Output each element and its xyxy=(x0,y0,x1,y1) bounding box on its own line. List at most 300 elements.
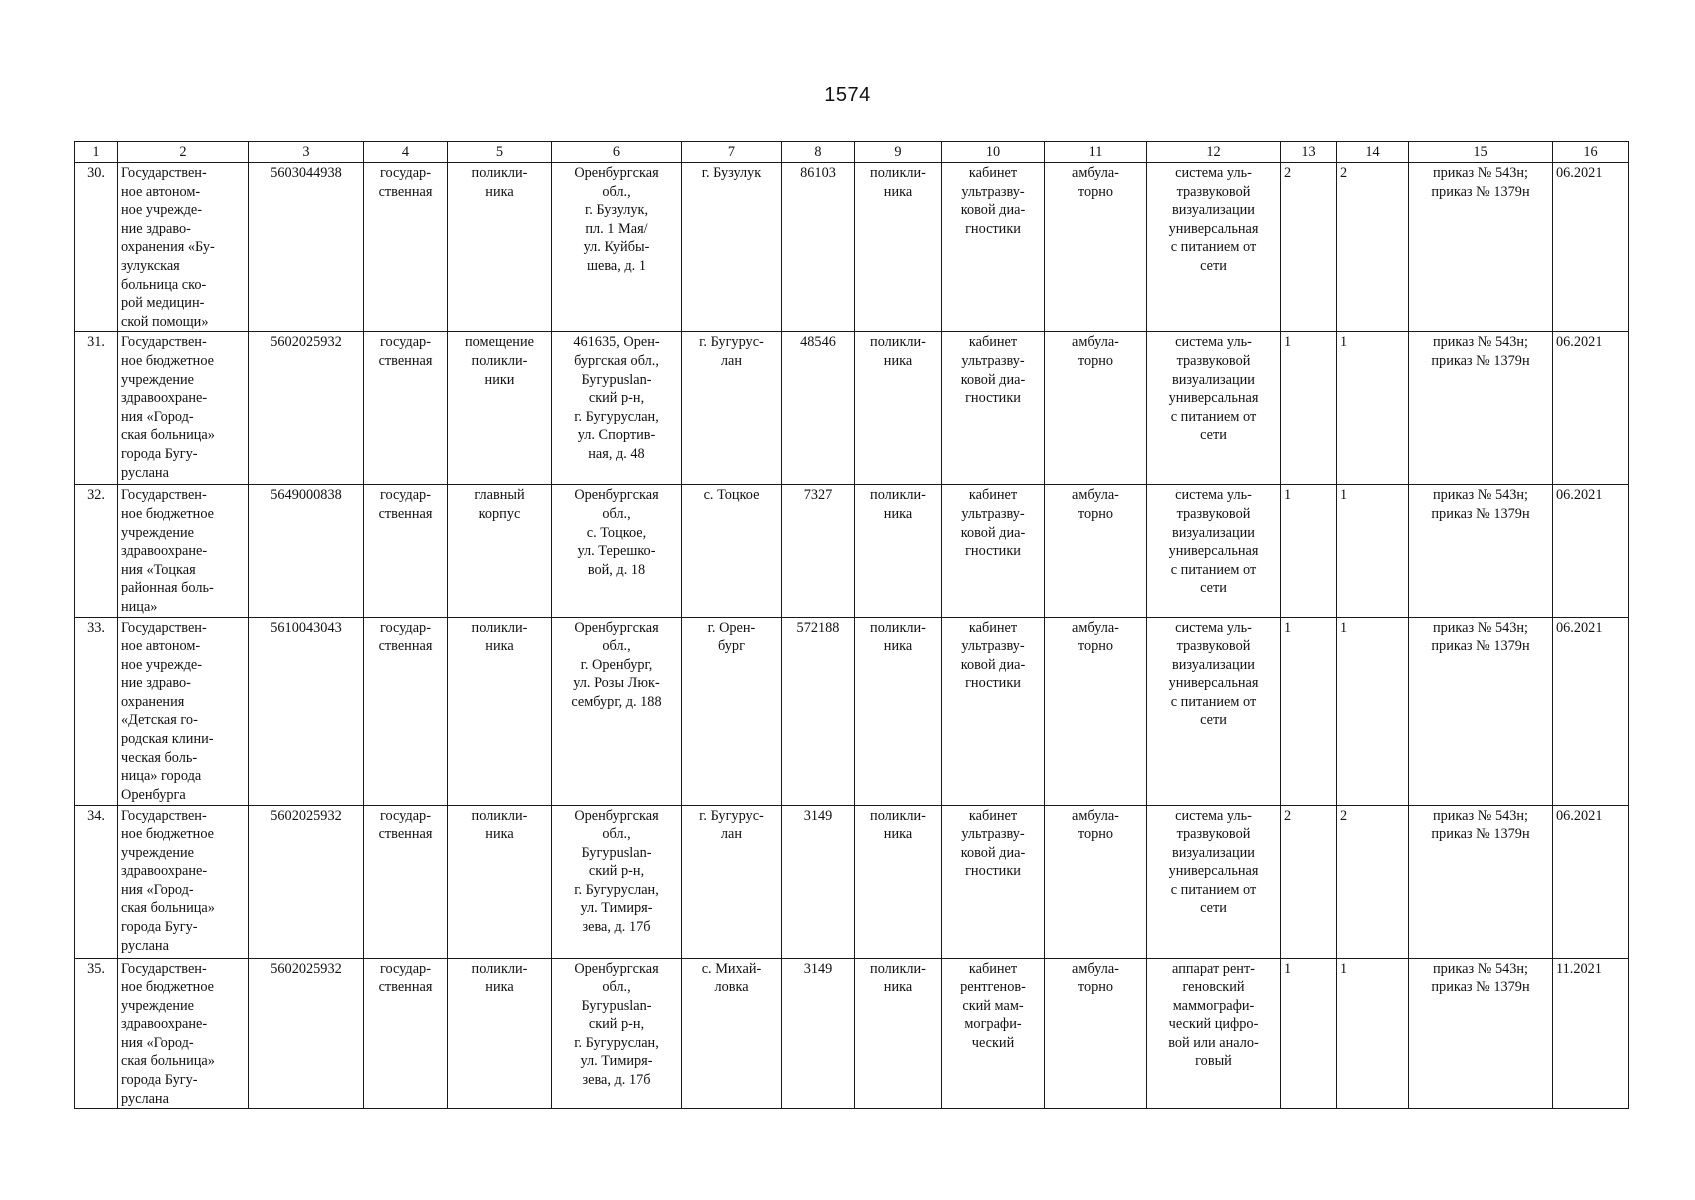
unit-cell xyxy=(448,805,552,958)
cell-line: ул. Терешко- xyxy=(577,543,656,560)
cell-line: кабинет xyxy=(968,960,1018,977)
unit-cell xyxy=(448,485,552,617)
standard-cell xyxy=(1409,617,1553,805)
cell-line: с. Тоцкое, xyxy=(586,524,647,541)
date-cell: 06.2021 xyxy=(1553,332,1629,485)
locality-cell xyxy=(682,617,782,805)
cell-line: корпус xyxy=(478,505,521,522)
ownership-cell xyxy=(364,485,448,617)
cell-line: государ- xyxy=(380,165,431,181)
locality-cell xyxy=(682,805,782,958)
cell-line: ковой диа- xyxy=(960,202,1026,219)
cell-line: ческая боль- xyxy=(121,749,198,766)
cell-line: ника xyxy=(485,638,514,655)
col-header-7: 7 xyxy=(682,142,782,163)
care-form-cell xyxy=(1045,617,1147,805)
cell-line: с питанием от xyxy=(1170,693,1257,710)
address-cell xyxy=(552,617,682,805)
cell-line: г. Бузулук, xyxy=(584,202,649,219)
equipment-cell xyxy=(1147,332,1281,485)
cell-line: ника xyxy=(485,183,514,200)
cell-line: система уль- xyxy=(1175,334,1252,351)
standard-cell xyxy=(1409,958,1553,1109)
table-row xyxy=(75,485,1629,617)
cell-line: бургская обл., xyxy=(574,352,659,369)
cell-line: система уль- xyxy=(1175,619,1252,636)
col-header-8: 8 xyxy=(782,142,855,163)
cell-line: ственная xyxy=(378,505,433,522)
cell-line: рой медицин- xyxy=(121,295,205,312)
col-header-15: 15 xyxy=(1409,142,1553,163)
cell-line: сети xyxy=(1200,580,1227,597)
cell-line: больница ско- xyxy=(121,276,207,293)
cell-line: сети xyxy=(1200,257,1227,274)
equipment-cell xyxy=(1147,485,1281,617)
cell-line: ника xyxy=(883,352,913,369)
cell-line: г. Бугуруслан, xyxy=(574,1034,659,1051)
cell-line: визуализации xyxy=(1172,202,1255,219)
cell-line: ственная xyxy=(378,352,433,369)
cell-line: Государствен- xyxy=(121,960,207,977)
organization-name-cell xyxy=(118,163,249,332)
quantity-cell: 1 xyxy=(1281,617,1337,805)
inn-cell: 5610043043 xyxy=(249,617,364,805)
cell-line: геновский xyxy=(1182,979,1245,996)
cell-line: города Бугу- xyxy=(121,445,198,462)
cell-line: тразвуковой xyxy=(1176,638,1251,655)
unit-cell xyxy=(448,332,552,485)
cell-line: гностики xyxy=(965,220,1021,237)
col-header-12: 12 xyxy=(1147,142,1281,163)
cell-line: обл., xyxy=(602,183,631,200)
room-cell xyxy=(942,805,1045,958)
quantity-planned-cell: 1 xyxy=(1337,617,1409,805)
cell-line: приказ № 1379н xyxy=(1431,352,1530,369)
cell-line: универсальная xyxy=(1168,543,1259,560)
cell-line: обл., xyxy=(602,826,631,843)
cell-line: кабинет xyxy=(968,487,1018,504)
quantity-cell: 2 xyxy=(1281,163,1337,332)
cell-line: Государствен- xyxy=(121,334,207,351)
cell-line: государ- xyxy=(380,487,431,504)
col-header-3: 3 xyxy=(249,142,364,163)
cell-line: г. Бузулук xyxy=(701,165,762,181)
unit-cell xyxy=(448,958,552,1109)
locality-cell xyxy=(682,958,782,1109)
ownership-cell xyxy=(364,805,448,958)
col-header-6: 6 xyxy=(552,142,682,163)
cell-line: ника xyxy=(883,505,913,522)
cell-line: ковой диа- xyxy=(960,371,1026,388)
cell-line: поликли- xyxy=(870,807,926,824)
address-cell xyxy=(552,163,682,332)
cell-line: ческий цифро- xyxy=(1168,1016,1259,1033)
cell-line: г. Оренбург, xyxy=(580,656,653,673)
room-cell xyxy=(942,485,1045,617)
room-cell xyxy=(942,332,1045,485)
cell-line: охранения xyxy=(121,693,185,710)
cell-line: учреждение xyxy=(121,844,194,861)
inn-cell: 5602025932 xyxy=(249,332,364,485)
cell-line: сембург, д. 188 xyxy=(571,693,662,710)
equipment-cell xyxy=(1147,958,1281,1109)
care-form-cell xyxy=(1045,485,1147,617)
cell-line: универсальная xyxy=(1168,390,1259,407)
cell-line: амбула- xyxy=(1072,960,1119,977)
cell-line: зева, д. 17б xyxy=(582,919,651,936)
cell-line: Государствен- xyxy=(121,487,207,504)
cell-line: ника xyxy=(485,979,514,996)
cell-line: универсальная xyxy=(1168,863,1259,880)
cell-line: амбула- xyxy=(1072,487,1119,504)
address-cell xyxy=(552,485,682,617)
cell-line: Оренбургская xyxy=(574,807,659,824)
col-header-10: 10 xyxy=(942,142,1045,163)
cell-line: ника xyxy=(883,826,913,843)
cell-line: система уль- xyxy=(1175,487,1252,504)
standard-cell xyxy=(1409,805,1553,958)
cell-line: г. Бугурус- xyxy=(699,334,764,351)
cell-line: государ- xyxy=(380,334,431,351)
date-cell: 06.2021 xyxy=(1553,617,1629,805)
cell-line: гностики xyxy=(965,863,1021,880)
table-body xyxy=(75,163,1629,1109)
date-cell: 06.2021 xyxy=(1553,805,1629,958)
cell-line: тразвуковой xyxy=(1176,505,1251,522)
subdivision-cell xyxy=(855,163,942,332)
cell-line: г. Бугуруслан, xyxy=(574,881,659,898)
cell-line: ул. Тимиря- xyxy=(580,900,653,917)
quantity-planned-cell: 1 xyxy=(1337,332,1409,485)
cell-line: система уль- xyxy=(1175,165,1252,181)
quantity-planned-cell: 1 xyxy=(1337,958,1409,1109)
header-row xyxy=(75,142,1629,163)
cell-line: универсальная xyxy=(1168,675,1259,692)
address-cell xyxy=(552,805,682,958)
cell-line: приказ № 543н; xyxy=(1432,334,1529,351)
cell-line: ловка xyxy=(714,979,749,996)
col-header-5: 5 xyxy=(448,142,552,163)
cell-line: ная, д. 48 xyxy=(588,445,645,462)
cell-line: Бугурuslan- xyxy=(581,997,652,1014)
cell-line: ул. Тимиря- xyxy=(580,1053,653,1070)
cell-line: обл., xyxy=(602,505,631,522)
cell-line: зулукская xyxy=(121,257,180,274)
cell-line: пл. 1 Мая/ xyxy=(585,220,648,237)
cell-line: ультразву- xyxy=(961,638,1025,655)
cell-line: ский р-н, xyxy=(588,863,645,880)
cell-line: ультразву- xyxy=(961,826,1025,843)
cell-line: система уль- xyxy=(1175,807,1252,824)
cell-line: ница» города xyxy=(121,768,202,785)
inn-cell: 5602025932 xyxy=(249,805,364,958)
quantity-planned-cell: 1 xyxy=(1337,485,1409,617)
cell-line: Оренбургская xyxy=(574,487,659,504)
cell-line: тразвуковой xyxy=(1176,352,1251,369)
cell-line: «Детская го- xyxy=(121,712,198,729)
cell-line: ская больница» xyxy=(121,900,215,917)
cell-line: ное автоном- xyxy=(121,638,201,655)
cell-line: приказ № 543н; xyxy=(1432,960,1529,977)
cell-line: говый xyxy=(1195,1053,1232,1070)
cell-line: ние здраво- xyxy=(121,675,191,692)
quantity-cell: 1 xyxy=(1281,485,1337,617)
locality-cell xyxy=(682,332,782,485)
cell-line: учреждение xyxy=(121,371,194,388)
cell-line: Государствен- xyxy=(121,165,207,181)
cell-line: торно xyxy=(1077,505,1114,522)
table-row xyxy=(75,332,1629,485)
population-cell: 3149 xyxy=(782,958,855,1109)
cell-line: приказ № 543н; xyxy=(1432,619,1529,636)
cell-line: ние здраво- xyxy=(121,220,191,237)
cell-line: торно xyxy=(1077,183,1114,200)
col-header-11: 11 xyxy=(1045,142,1147,163)
cell-line: районная боль- xyxy=(121,580,214,597)
cell-line: приказ № 1379н xyxy=(1431,638,1530,655)
cell-line: приказ № 543н; xyxy=(1432,165,1529,181)
cell-line: ская больница» xyxy=(121,1053,215,1070)
quantity-planned-cell: 2 xyxy=(1337,163,1409,332)
cell-line: сети xyxy=(1200,427,1227,444)
row-number-cell: 30. xyxy=(75,163,118,332)
subdivision-cell xyxy=(855,805,942,958)
cell-line: 461635, Орен- xyxy=(573,334,660,351)
cell-line: кабинет xyxy=(968,807,1018,824)
cell-line: г. Бугурус- xyxy=(699,807,764,824)
date-cell: 06.2021 xyxy=(1553,163,1629,332)
cell-line: ника xyxy=(883,183,913,200)
cell-line: поликли- xyxy=(471,352,528,369)
col-header-13: 13 xyxy=(1281,142,1337,163)
address-cell xyxy=(552,958,682,1109)
cell-line: здравоохране- xyxy=(121,543,208,560)
cell-line: ственная xyxy=(378,638,433,655)
table-row xyxy=(75,617,1629,805)
cell-line: Бугурuslan- xyxy=(581,844,652,861)
cell-line: руслана xyxy=(121,937,169,954)
cell-line: бург xyxy=(718,638,745,655)
row-number-cell: 31. xyxy=(75,332,118,485)
organization-name-cell xyxy=(118,805,249,958)
cell-line: амбула- xyxy=(1072,619,1119,636)
subdivision-cell xyxy=(855,332,942,485)
locality-cell xyxy=(682,485,782,617)
cell-line: поликли- xyxy=(471,165,528,181)
quantity-cell: 1 xyxy=(1281,332,1337,485)
col-header-14: 14 xyxy=(1337,142,1409,163)
cell-line: города Бугу- xyxy=(121,1072,198,1089)
cell-line: ультразву- xyxy=(961,352,1025,369)
cell-line: Государствен- xyxy=(121,807,207,824)
cell-line: ное бюджетное xyxy=(121,352,214,369)
care-form-cell xyxy=(1045,805,1147,958)
cell-line: поликли- xyxy=(471,960,528,977)
room-cell xyxy=(942,163,1045,332)
cell-line: здравоохране- xyxy=(121,1016,208,1033)
cell-line: поликли- xyxy=(870,334,926,351)
cell-line: ния «Город- xyxy=(121,881,194,898)
table-row xyxy=(75,805,1629,958)
cell-line: приказ № 1379н xyxy=(1431,505,1530,522)
ownership-cell xyxy=(364,617,448,805)
cell-line: обл., xyxy=(602,979,631,996)
cell-line: поликли- xyxy=(870,960,926,977)
population-cell: 3149 xyxy=(782,805,855,958)
col-header-9: 9 xyxy=(855,142,942,163)
cell-line: ультразву- xyxy=(961,505,1025,522)
cell-line: тразвуковой xyxy=(1176,826,1251,843)
cell-line: кабинет xyxy=(968,619,1018,636)
cell-line: поликли- xyxy=(471,807,528,824)
cell-line: шева, д. 1 xyxy=(587,257,646,274)
cell-line: поликли- xyxy=(471,619,528,636)
organization-name-cell xyxy=(118,958,249,1109)
col-header-16: 16 xyxy=(1553,142,1629,163)
inn-cell: 5649000838 xyxy=(249,485,364,617)
cell-line: торно xyxy=(1077,979,1114,996)
cell-line: приказ № 1379н xyxy=(1431,979,1530,996)
room-cell xyxy=(942,958,1045,1109)
row-number-cell: 32. xyxy=(75,485,118,617)
cell-line: учреждение xyxy=(121,524,194,541)
cell-line: амбула- xyxy=(1072,165,1119,181)
cell-line: ния «Тоцкая xyxy=(121,561,196,578)
cell-line: ное бюджетное xyxy=(121,826,214,843)
cell-line: кабинет xyxy=(968,334,1018,351)
cell-line: гностики xyxy=(965,543,1021,560)
cell-line: вой или анало- xyxy=(1168,1034,1259,1051)
standard-cell xyxy=(1409,332,1553,485)
cell-line: лан xyxy=(720,826,743,843)
cell-line: ская больница» xyxy=(121,427,215,444)
standard-cell xyxy=(1409,163,1553,332)
cell-line: поликли- xyxy=(870,487,926,504)
equipment-cell xyxy=(1147,163,1281,332)
cell-line: г. Бугуруслан, xyxy=(574,408,659,425)
cell-line: ственная xyxy=(378,826,433,843)
quantity-cell: 2 xyxy=(1281,805,1337,958)
cell-line: визуализации xyxy=(1172,371,1255,388)
cell-line: приказ № 1379н xyxy=(1431,826,1530,843)
cell-line: гностики xyxy=(965,675,1021,692)
col-header-2: 2 xyxy=(118,142,249,163)
cell-line: визуализации xyxy=(1172,524,1255,541)
cell-line: учреждение xyxy=(121,997,194,1014)
cell-line: с питанием от xyxy=(1170,881,1257,898)
cell-line: ника xyxy=(485,826,514,843)
cell-line: поликли- xyxy=(870,165,926,181)
care-form-cell xyxy=(1045,163,1147,332)
population-cell: 572188 xyxy=(782,617,855,805)
population-cell: 7327 xyxy=(782,485,855,617)
cell-line: обл., xyxy=(602,638,631,655)
cell-line: ника xyxy=(883,979,913,996)
cell-line: здравоохране- xyxy=(121,390,208,407)
cell-line: ника xyxy=(883,638,913,655)
subdivision-cell xyxy=(855,617,942,805)
cell-line: ное учрежде- xyxy=(121,656,202,673)
cell-line: ное бюджетное xyxy=(121,979,214,996)
care-form-cell xyxy=(1045,958,1147,1109)
cell-line: универсальная xyxy=(1168,220,1259,237)
care-form-cell xyxy=(1045,332,1147,485)
room-cell xyxy=(942,617,1045,805)
cell-line: ное учрежде- xyxy=(121,202,202,219)
organization-name-cell xyxy=(118,332,249,485)
page-number: 1574 xyxy=(824,84,871,106)
organization-name-cell xyxy=(118,617,249,805)
population-cell: 86103 xyxy=(782,163,855,332)
cell-line: ультразву- xyxy=(961,183,1025,200)
cell-line: приказ № 1379н xyxy=(1431,183,1530,200)
ownership-cell xyxy=(364,958,448,1109)
cell-line: мографи- xyxy=(964,1016,1022,1033)
cell-line: сети xyxy=(1200,712,1227,729)
cell-line: ния «Город- xyxy=(121,1034,194,1051)
cell-line: торно xyxy=(1077,638,1114,655)
cell-line: ное автоном- xyxy=(121,183,201,200)
cell-line: ул. Спортив- xyxy=(577,427,656,444)
standard-cell xyxy=(1409,485,1553,617)
cell-line: ул. Розы Люк- xyxy=(573,675,660,692)
cell-line: государ- xyxy=(380,960,431,977)
cell-line: ния «Город- xyxy=(121,408,194,425)
cell-line: ковой диа- xyxy=(960,524,1026,541)
cell-line: торно xyxy=(1077,826,1114,843)
inn-cell: 5603044938 xyxy=(249,163,364,332)
quantity-cell: 1 xyxy=(1281,958,1337,1109)
cell-line: с питанием от xyxy=(1170,408,1257,425)
cell-line: Оренбургская xyxy=(574,619,659,636)
row-number-cell: 34. xyxy=(75,805,118,958)
equipment-cell xyxy=(1147,805,1281,958)
cell-line: амбула- xyxy=(1072,807,1119,824)
cell-line: родская клини- xyxy=(121,731,214,748)
cell-line: ский мам- xyxy=(962,997,1024,1014)
cell-line: зева, д. 17б xyxy=(582,1072,651,1089)
equipment-cell xyxy=(1147,617,1281,805)
cell-line: руслана xyxy=(121,1090,169,1107)
cell-line: ул. Куйбы- xyxy=(583,239,650,256)
population-cell: 48546 xyxy=(782,332,855,485)
cell-line: маммографи- xyxy=(1172,997,1255,1014)
cell-line: охранения «Бу- xyxy=(121,239,215,256)
cell-line: ческий xyxy=(971,1034,1015,1051)
cell-line: с питанием от xyxy=(1170,561,1257,578)
cell-line: ский р-н, xyxy=(588,1016,645,1033)
cell-line: Бугурuslan- xyxy=(581,371,652,388)
cell-line: здравоохране- xyxy=(121,863,208,880)
cell-line: г. Орен- xyxy=(707,619,756,636)
cell-line: приказ № 543н; xyxy=(1432,807,1529,824)
cell-line: приказ № 543н; xyxy=(1432,487,1529,504)
cell-line: помещение xyxy=(465,334,534,351)
equipment-register-table xyxy=(74,141,1629,1109)
cell-line: тразвуковой xyxy=(1176,183,1251,200)
cell-line: государ- xyxy=(380,619,431,636)
ownership-cell xyxy=(364,163,448,332)
inn-cell: 5602025932 xyxy=(249,958,364,1109)
cell-line: города Бугу- xyxy=(121,919,198,936)
unit-cell xyxy=(448,617,552,805)
cell-line: амбула- xyxy=(1072,334,1119,351)
cell-line: рентгенов- xyxy=(960,979,1026,996)
cell-line: Оренбургская xyxy=(574,165,659,181)
subdivision-cell xyxy=(855,958,942,1109)
col-header-4: 4 xyxy=(364,142,448,163)
cell-line: Оренбургская xyxy=(574,960,659,977)
